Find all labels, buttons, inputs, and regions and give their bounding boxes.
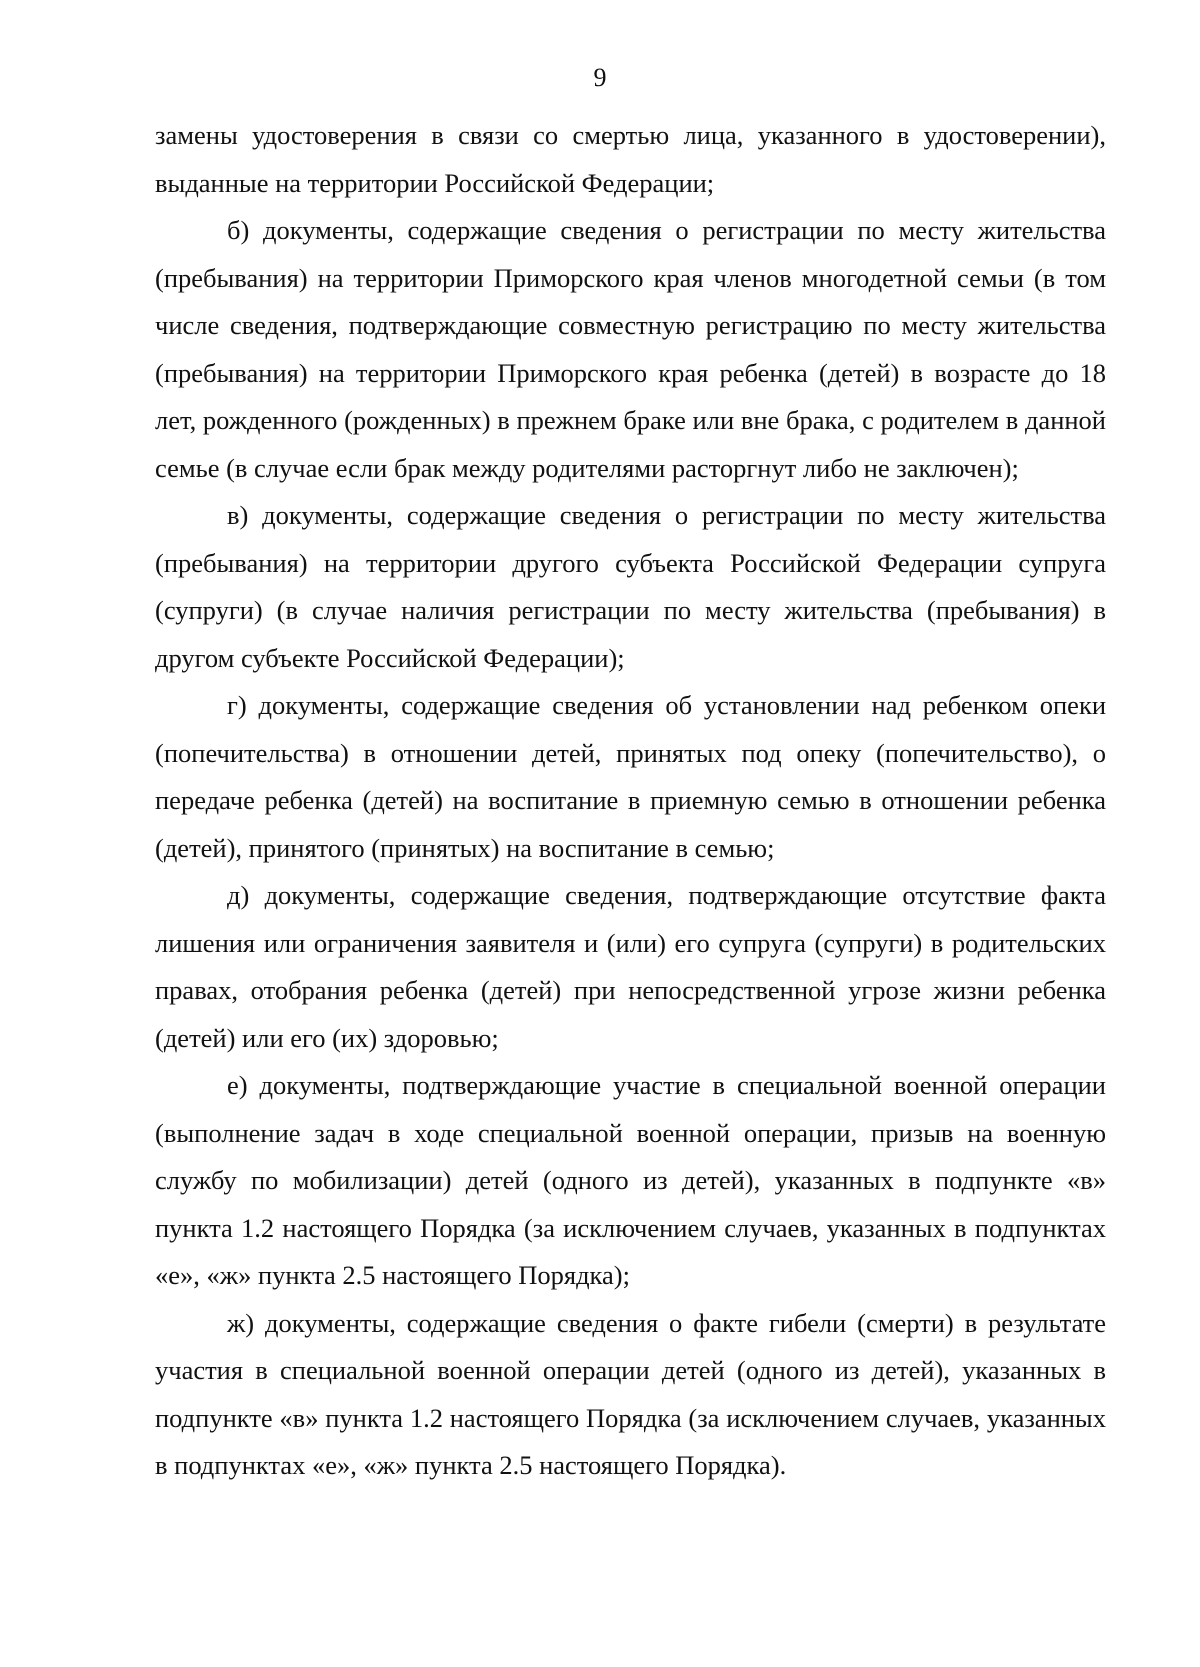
paragraph-item-d: д) документы, содержащие сведения, подтверждающие отсутствие факта лишения или ограничения заявителя и (или) его супруга (супруги) в родительских правах, отобрания ребенка (детей) при непосредственной угрозе жизни ребенка (детей) или его (их) здоровью; (155, 880, 1106, 1053)
page-number: 9 (593, 63, 607, 92)
paragraph-item-v: в) документы, содержащие сведения о регистрации по месту жительства (пребывания) на территории другого субъекта Российской Федерации супруга (супруги) (в случае наличия регистрации по месту жительства (пребывания) в другом субъекте Российской Федерации); (155, 500, 1106, 673)
paragraph-item-g: г) документы, содержащие сведения об установлении над ребенком опеки (попечительства) в отношении детей, принятых под опеку (попечительство), о передаче ребенка (детей) на воспитание в приемную семью в отношении ребенка (детей), принятого (принятых) на воспитание в семью; (155, 690, 1106, 863)
paragraph-item-b: б) документы, содержащие сведения о регистрации по месту жительства (пребывания) на территории Приморского края членов многодетной семьи (в том числе сведения, подтверждающие совместную регистрацию по месту жительства (пребывания) на территории Приморского края ребенка (детей) в возрасте до 18 лет, рожденного (рожденных) в прежнем браке или вне брака, с родителем в данной семье (в случае если брак между родителями расторгнут либо не заключен); (155, 215, 1106, 483)
paragraph-continuation: замены удостоверения в связи со смертью лица, указанного в удостоверении), выданные на территории Российской Федерации; (155, 120, 1106, 198)
paragraph-item-e: е) документы, подтверждающие участие в специальной военной операции (выполнение задач в ходе специальной военной операции, призыв на военную службу по мобилизации) детей (одного из детей), указанных в подпункте «в» пункта 1.2 настоящего Порядка (за исключением случаев, указанных в подпунктах «е», «ж» пункта 2.5 настоящего Порядка); (155, 1070, 1106, 1290)
document-body (155, 112, 1106, 1490)
paragraph-item-zh: ж) документы, содержащие сведения о факте гибели (смерти) в результате участия в специальной военной операции детей (одного из детей), указанных в подпункте «в» пункта 1.2 настоящего Порядка (за исключением случаев, указанных в подпунктах «е», «ж» пункта 2.5 настоящего Порядка). (155, 1307, 1106, 1480)
